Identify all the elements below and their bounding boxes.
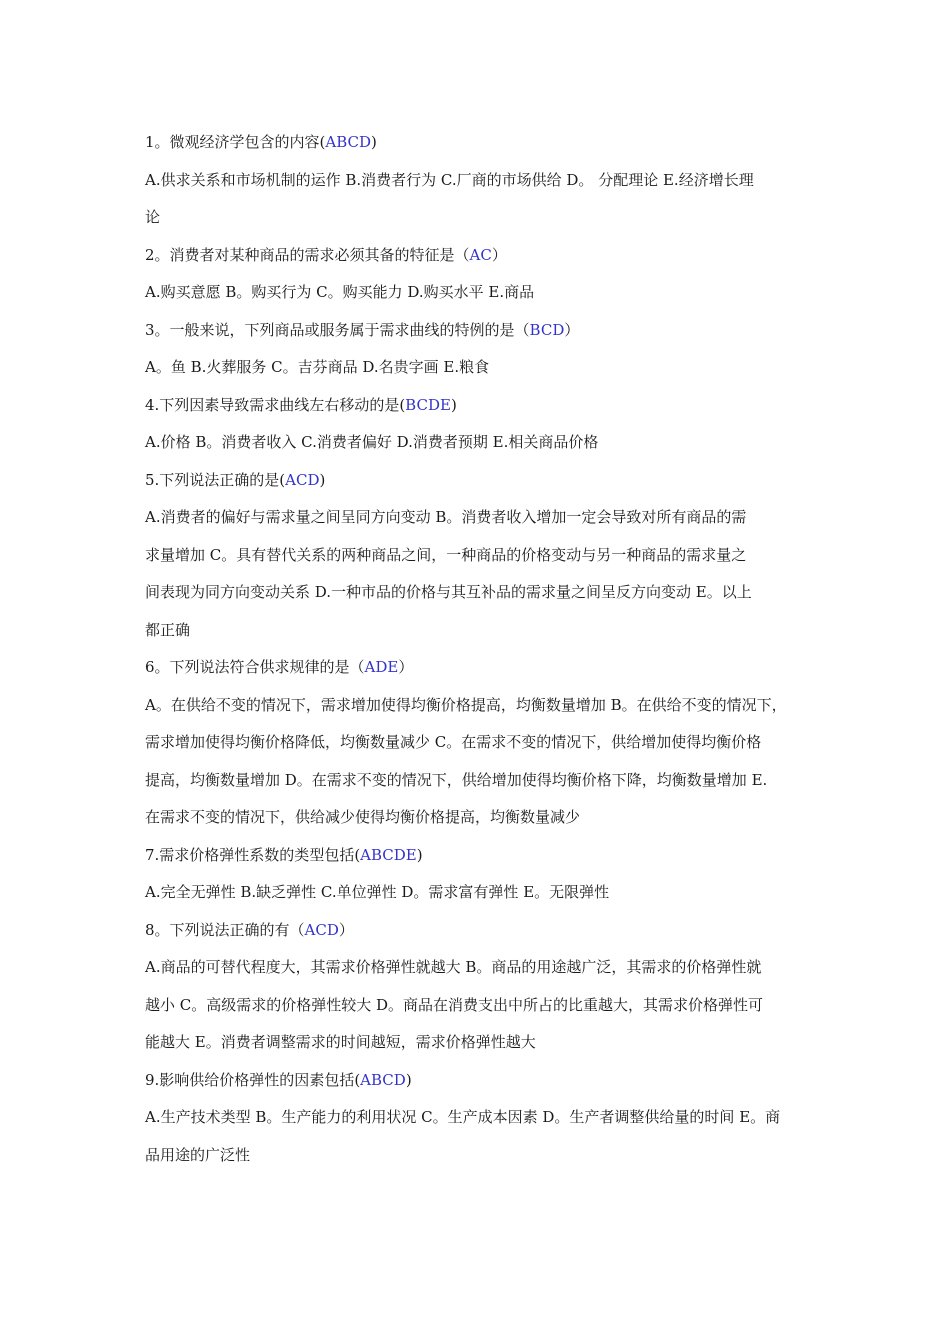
question-block xyxy=(145,237,810,312)
question-block xyxy=(145,312,810,387)
option-line: 都正确 xyxy=(145,620,191,639)
option-line: 论 xyxy=(145,208,161,226)
option-line: 需求增加使得均衡价格降低，均衡数量减少 C。在需求不变的情况下，供给增加使得均衡价格 xyxy=(145,733,762,751)
answer-key: ABCD xyxy=(360,1070,406,1089)
option-line: 求量增加 C。具有替代关系的两种商品之间，一种商品的价格变动与另一种商品的需求量之 xyxy=(145,545,747,564)
question-block xyxy=(145,462,810,650)
question-stem xyxy=(145,312,810,350)
question-stem xyxy=(145,387,810,425)
question-stem xyxy=(145,237,810,275)
question-block xyxy=(145,387,810,462)
answer-key: BCD xyxy=(529,320,565,339)
answer-key: BCDE xyxy=(405,395,451,414)
option-line: A。鱼 B.火葬服务 C。吉芬商品 D.名贵字画 E.粮食 xyxy=(145,358,490,376)
answer-key: ADE xyxy=(364,658,399,676)
option-line: 品用途的广泛性 xyxy=(145,1145,251,1164)
question-text-close: ) xyxy=(405,1070,412,1089)
question-text-close: ） xyxy=(564,320,580,339)
option-line: 提高，均衡数量增加 D。在需求不变的情况下，供给增加使得均衡价格下降，均衡数量增加 E. xyxy=(145,770,768,789)
question-text-close: ) xyxy=(450,395,457,414)
question-text: 3。一般来说，下列商品或服务属于需求曲线的特例的是（ xyxy=(145,320,530,339)
question-text: 7.需求价格弹性系数的类型包括( xyxy=(145,845,361,864)
question-stem xyxy=(145,1062,810,1100)
option-line: A.价格 B。消费者收入 C.消费者偏好 D.消费者预期 E.相关商品价格 xyxy=(145,433,599,451)
question-text: 9.影响供给价格弹性的因素包括( xyxy=(145,1070,361,1089)
question-block xyxy=(145,837,810,912)
question-text: 6。下列说法符合供求规律的是（ xyxy=(145,658,365,676)
question-block xyxy=(145,912,810,1062)
question-text: 1。微观经济学包含的内容( xyxy=(145,133,326,151)
option-line: A.消费者的偏好与需求量之间呈同方向变动 B。消费者收入增加一定会导致对所有商品的需 xyxy=(145,508,747,526)
option-line: A。在供给不变的情况下，需求增加使得均衡价格提高，均衡数量增加 B。在供给不变的情况下， xyxy=(145,695,787,714)
option-line: A.生产技术类型 B。生产能力的利用状况 C。生产成本因素 D。生产者调整供给量的时间 E。商 xyxy=(145,1108,781,1126)
option-line: 在需求不变的情况下，供给减少使得均衡价格提高，均衡数量减少 xyxy=(145,808,581,826)
question-stem xyxy=(145,124,810,162)
question-text: 5.下列说法正确的是( xyxy=(145,470,286,489)
option-line: 间表现为同方向变动关系 D.一种市品的价格与其互补品的需求量之间呈反方向变动 E。以上 xyxy=(145,583,752,601)
option-line: 越小 C。高级需求的价格弹性较大 D。商品在消费支出中所占的比重越大，其需求价格弹性可 xyxy=(145,995,764,1014)
question-block xyxy=(145,124,810,237)
question-stem xyxy=(145,837,810,875)
question-stem xyxy=(145,912,810,950)
question-list xyxy=(145,124,810,1174)
question-text-close: ） xyxy=(398,658,414,676)
question-block xyxy=(145,649,810,837)
question-block xyxy=(145,1062,810,1175)
option-line: A.商品的可替代程度大，其需求价格弹性就越大 B。商品的用途越广泛，其需求的价格弹性就 xyxy=(145,958,762,976)
answer-key: ACD xyxy=(304,920,339,939)
answer-key: AC xyxy=(469,245,492,264)
option-line: A.完全无弹性 B.缺乏弹性 C.单位弹性 D。需求富有弹性 E。无限弹性 xyxy=(145,883,610,901)
question-text-close: ） xyxy=(338,920,354,939)
question-stem xyxy=(145,649,810,687)
option-line: A.供求关系和市场机制的运作 B.消费者行为 C.厂商的市场供给 D。 分配理论 E.经济增长理 xyxy=(145,170,754,189)
question-text: 4.下列因素导致需求曲线左右移动的是( xyxy=(145,395,406,414)
question-text: 8。下列说法正确的有（ xyxy=(145,920,305,939)
answer-key: ABCDE xyxy=(360,845,417,864)
question-text-close: ) xyxy=(416,845,423,864)
question-text-close: ） xyxy=(491,245,507,264)
option-line: A.购买意愿 B。购买行为 C。购买能力 D.购买水平 E.商品 xyxy=(145,283,535,301)
question-text-close: ) xyxy=(371,133,377,151)
question-text-close: ) xyxy=(319,470,326,489)
answer-key: ACD xyxy=(285,470,320,489)
answer-key: ABCD xyxy=(325,133,372,151)
option-line: 能越大 E。消费者调整需求的时间越短，需求价格弹性越大 xyxy=(145,1033,536,1051)
question-stem xyxy=(145,462,810,500)
question-text: 2。消费者对某种商品的需求必须其备的特征是（ xyxy=(145,245,470,264)
